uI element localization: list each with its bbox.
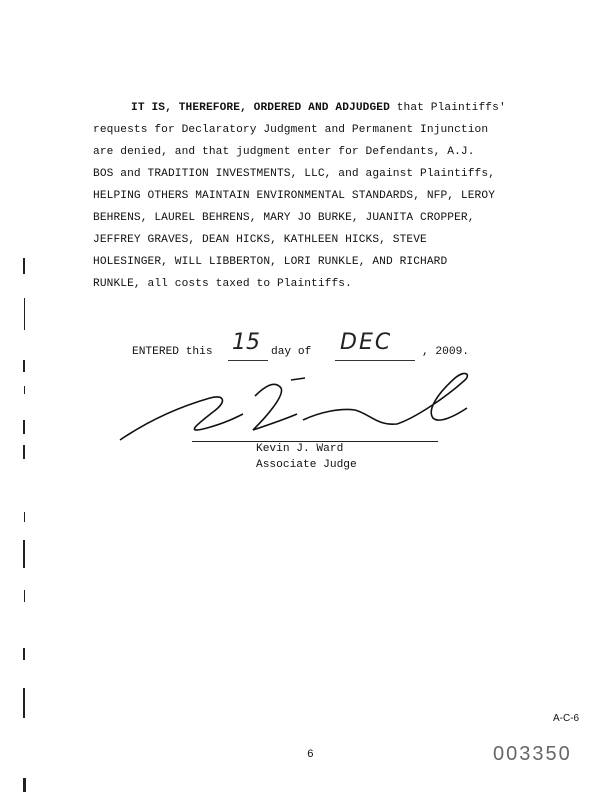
order-line-6: BEHRENS, LAUREL BEHRENS, MARY JO BURKE, JUANITA CROPPER, (93, 212, 475, 224)
order-lead-text: IT IS, THEREFORE, ORDERED AND ADJUDGED (131, 102, 390, 114)
day-blank-line (228, 360, 268, 361)
scan-mark (23, 258, 25, 274)
order-line-1 (93, 97, 533, 119)
order-line-8: HOLESINGER, WILL LIBBERTON, LORI RUNKLE, AND RICHARD (93, 256, 448, 268)
handwritten-month: DEC (340, 330, 393, 355)
scan-mark (24, 512, 25, 522)
scan-mark (24, 386, 25, 394)
appendix-page-label: A-C-6 (553, 713, 580, 724)
order-line-7: JEFFREY GRAVES, DEAN HICKS, KATHLEEN HICKS, STEVE (93, 234, 427, 246)
scan-mark (23, 540, 25, 568)
scan-mark (23, 778, 26, 792)
scan-mark (24, 590, 25, 602)
judge-signature (115, 368, 495, 448)
order-line-1-rest: that Plaintiffs' (389, 102, 506, 114)
order-paragraph (93, 97, 533, 295)
entered-prefix: ENTERED this (132, 346, 213, 358)
bates-number: 003350 (493, 743, 572, 765)
scan-mark (23, 445, 25, 459)
judge-title: Associate Judge (256, 459, 357, 471)
scan-mark (23, 420, 25, 434)
scan-mark (24, 298, 25, 330)
scan-mark (23, 688, 25, 718)
page-number: 6 (307, 749, 314, 761)
handwritten-day: 15 (232, 330, 260, 355)
order-line-2: requests for Declaratory Judgment and Permanent Injunction (93, 124, 489, 136)
order-line-3: are denied, and that judgment enter for Defendants, A.J. (93, 146, 475, 158)
scan-mark (23, 648, 25, 660)
year-text: , 2009. (422, 346, 469, 358)
scan-mark (23, 360, 25, 372)
signature-line (192, 441, 438, 442)
order-line-9: RUNKLE, all costs taxed to Plaintiffs. (93, 278, 352, 290)
judge-name: Kevin J. Ward (256, 443, 344, 455)
order-line-4: BOS and TRADITION INVESTMENTS, LLC, and against Plaintiffs, (93, 168, 496, 180)
entered-date-line (132, 330, 512, 373)
month-blank-line (335, 360, 415, 361)
order-line-5: HELPING OTHERS MAINTAIN ENVIRONMENTAL STANDARDS, NFP, LEROY (93, 190, 496, 202)
day-of-label: day of (271, 346, 312, 358)
